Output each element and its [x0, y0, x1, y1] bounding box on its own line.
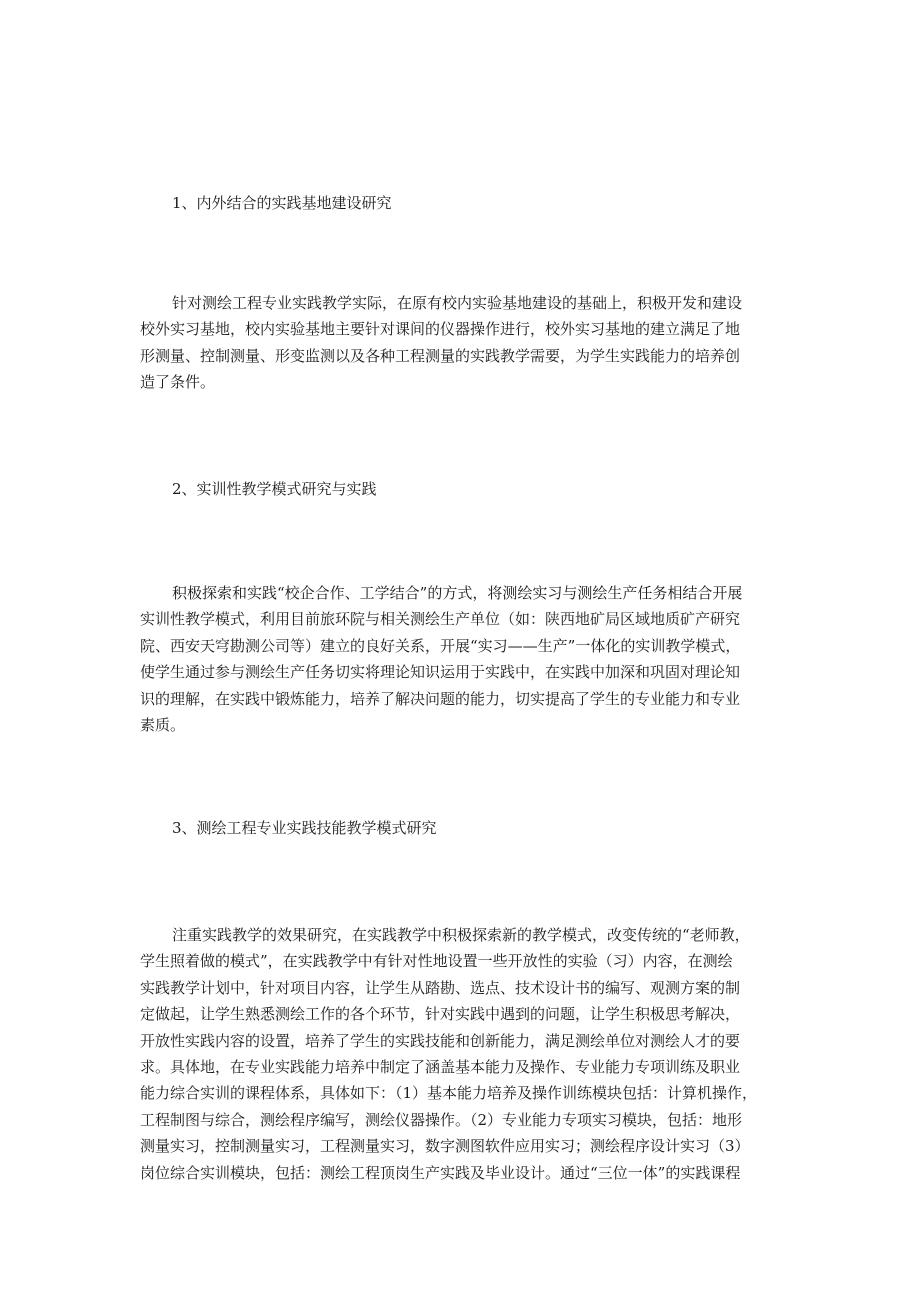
section-1-paragraph	[140, 290, 780, 396]
paragraph-line: 院、西安天穹勘测公司等）建立的良好关系，开展“实习——生产”一体化的实训教学模式，	[140, 636, 741, 655]
paragraph-line: 实践教学计划中，针对项目内容，让学生从踏勘、选点、技术设计书的编写、观测方案的制	[140, 978, 741, 997]
paragraph-line: 识的理解，在实践中锻炼能力，培养了解决问题的能力，切实提高了学生的专业能力和专业	[140, 689, 741, 708]
paragraph-line: 针对测绘工程专业实践教学实际，在原有校内实验基地建设的基础上，积极开发和建设	[172, 294, 743, 312]
paragraph-line: 开放性实践内容的设置，培养了学生的实践技能和创新能力，满足测绘单位对测绘人才的要	[140, 1031, 741, 1050]
paragraph-line: 能力综合实训的课程体系，具体如下：（1）基本能力培养及操作训练模块包括：计算机操作，	[140, 1084, 758, 1103]
paragraph-line: 工程制图与综合，测绘程序编写，测绘仪器操作。（2）专业能力专项实习模块，包括：地形	[140, 1110, 743, 1129]
paragraph-line: 学生照着做的模式”，在实践教学中有针对性地设置一些开放性的实验（习）内容，在测绘	[140, 952, 733, 971]
paragraph-line: 实训性教学模式，利用目前旅环院与相关测绘生产单位（如：陕西地矿局区域地质矿产研究	[140, 610, 741, 629]
section-1-heading: 1、内外结合的实践基地建设研究	[172, 194, 392, 212]
section-2-heading: 2、实训性教学模式研究与实践	[172, 480, 377, 498]
paragraph-line: 素质。	[140, 715, 186, 734]
section-3-paragraph	[140, 922, 780, 1186]
paragraph-line: 校外实习基地，校内实验基地主要针对课间的仪器操作进行，校外实习基地的建立满足了地	[140, 320, 741, 339]
paragraph-line: 形测量、控制测量、形变监测以及各种工程测量的实践教学需要，为学生实践能力的培养创	[140, 346, 741, 365]
paragraph-line: 求。具体地，在专业实践能力培养中制定了涵盖基本能力及操作、专业能力专项训练及职业	[140, 1057, 741, 1076]
section-2-paragraph	[140, 580, 780, 738]
paragraph-line: 测量实习，控制测量实习，工程测量实习，数字测图软件应用实习；测绘程序设计实习（3）	[140, 1137, 750, 1156]
paragraph-line: 注重实践教学的效果研究，在实践教学中积极探索新的教学模式，改变传统的“老师教，	[172, 926, 750, 944]
paragraph-line: 岗位综合实训模块，包括：测绘工程顶岗生产实践及毕业设计。通过“三位一体”的实践课程	[140, 1163, 741, 1182]
paragraph-line: 造了条件。	[140, 373, 216, 392]
paragraph-line: 使学生通过参与测绘生产任务切实将理论知识运用于实践中，在实践中加深和巩固对理论知	[140, 663, 741, 682]
section-3-heading: 3、测绘工程专业实践技能教学模式研究	[172, 819, 437, 837]
paragraph-line: 定做起，让学生熟悉测绘工作的各个环节，针对实践中遇到的问题，让学生积极思考解决，	[140, 1005, 741, 1024]
paragraph-line: 积极探索和实践“校企合作、工学结合”的方式，将测绘实习与测绘生产任务相结合开展	[172, 584, 743, 602]
